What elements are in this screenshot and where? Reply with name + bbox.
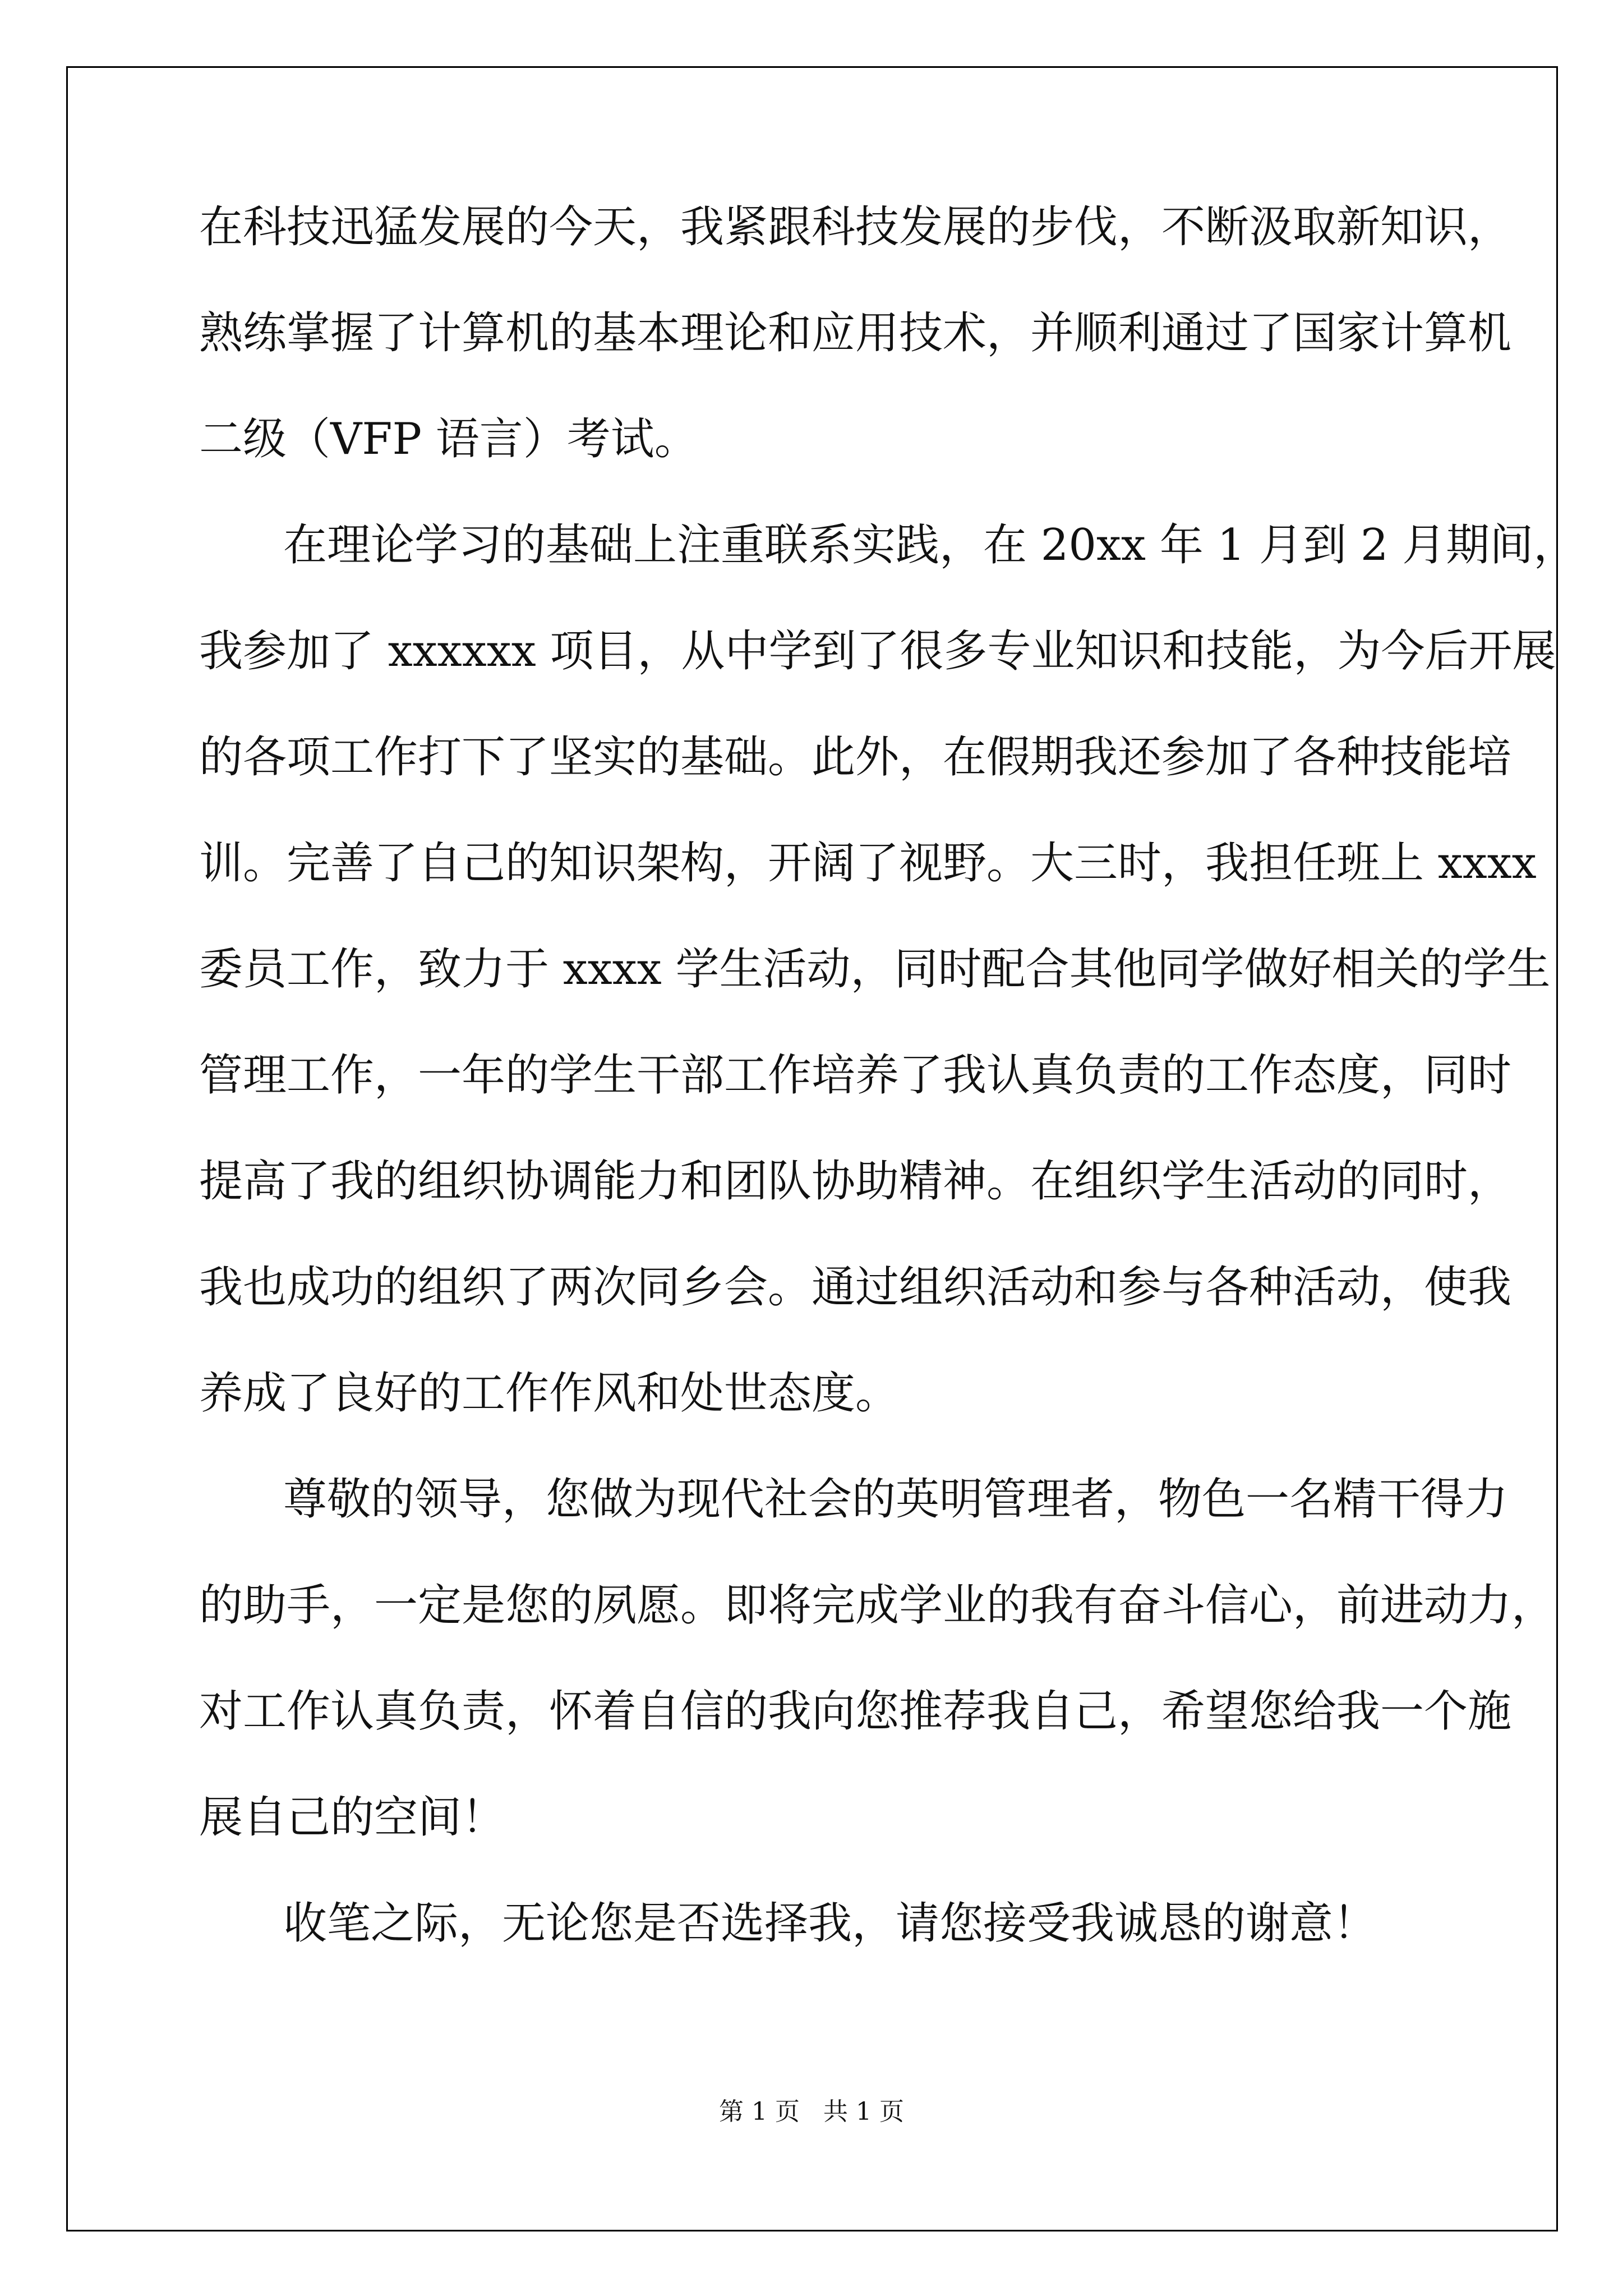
text-line-13: 尊敬的领导，您做为现代社会的英明管理者，物色一名精干得力	[283, 1474, 1509, 1525]
page-footer: 第 1 页 共 1 页	[719, 2097, 904, 2126]
text-line-2: 熟练掌握了计算机的基本理论和应用技术，并顺利通过了国家计算机	[199, 308, 1512, 358]
text-line-6: 的各项工作打下了坚实的基础。此外，在假期我还参加了各种技能培	[199, 732, 1512, 783]
text-line-15: 对工作认真负责，怀着自信的我向您推荐我自己，希望您给我一个施	[199, 1686, 1512, 1737]
text-line-3: 二级（VFP 语言）考试。	[199, 414, 698, 464]
text-line-14: 的助手，一定是您的夙愿。即将完成学业的我有奋斗信心，前进动力，	[199, 1580, 1556, 1631]
text-line-4: 在理论学习的基础上注重联系实践，在 20xx 年 1 月到 2 月期间，	[283, 520, 1578, 570]
text-line-1: 在科技迅猛发展的今天，我紧跟科技发展的步伐，不断汲取新知识，	[199, 202, 1512, 252]
text-line-11: 我也成功的组织了两次同乡会。通过组织活动和参与各种活动，使我	[199, 1262, 1512, 1313]
text-line-17: 收笔之际，无论您是否选择我，请您接受我诚恳的谢意！	[283, 1898, 1377, 1949]
letter-body	[199, 202, 1578, 2008]
text-line-10: 提高了我的组织协调能力和团队协助精神。在组织学生活动的同时，	[199, 1156, 1512, 1207]
text-line-16: 展自己的空间！	[199, 1792, 506, 1843]
text-line-7: 训。完善了自己的知识架构，开阔了视野。大三时，我担任班上 xxxx	[199, 838, 1537, 889]
text-line-8: 委员工作，致力于 xxxx 学生活动，同时配合其他同学做好相关的学生	[199, 944, 1551, 995]
text-line-12: 养成了良好的工作作风和处世态度。	[199, 1368, 900, 1419]
text-line-5: 我参加了 xxxxxx 项目，从中学到了很多专业知识和技能，为今后开展	[199, 626, 1556, 677]
text-line-9: 管理工作，一年的学生干部工作培养了我认真负责的工作态度，同时	[199, 1050, 1512, 1101]
